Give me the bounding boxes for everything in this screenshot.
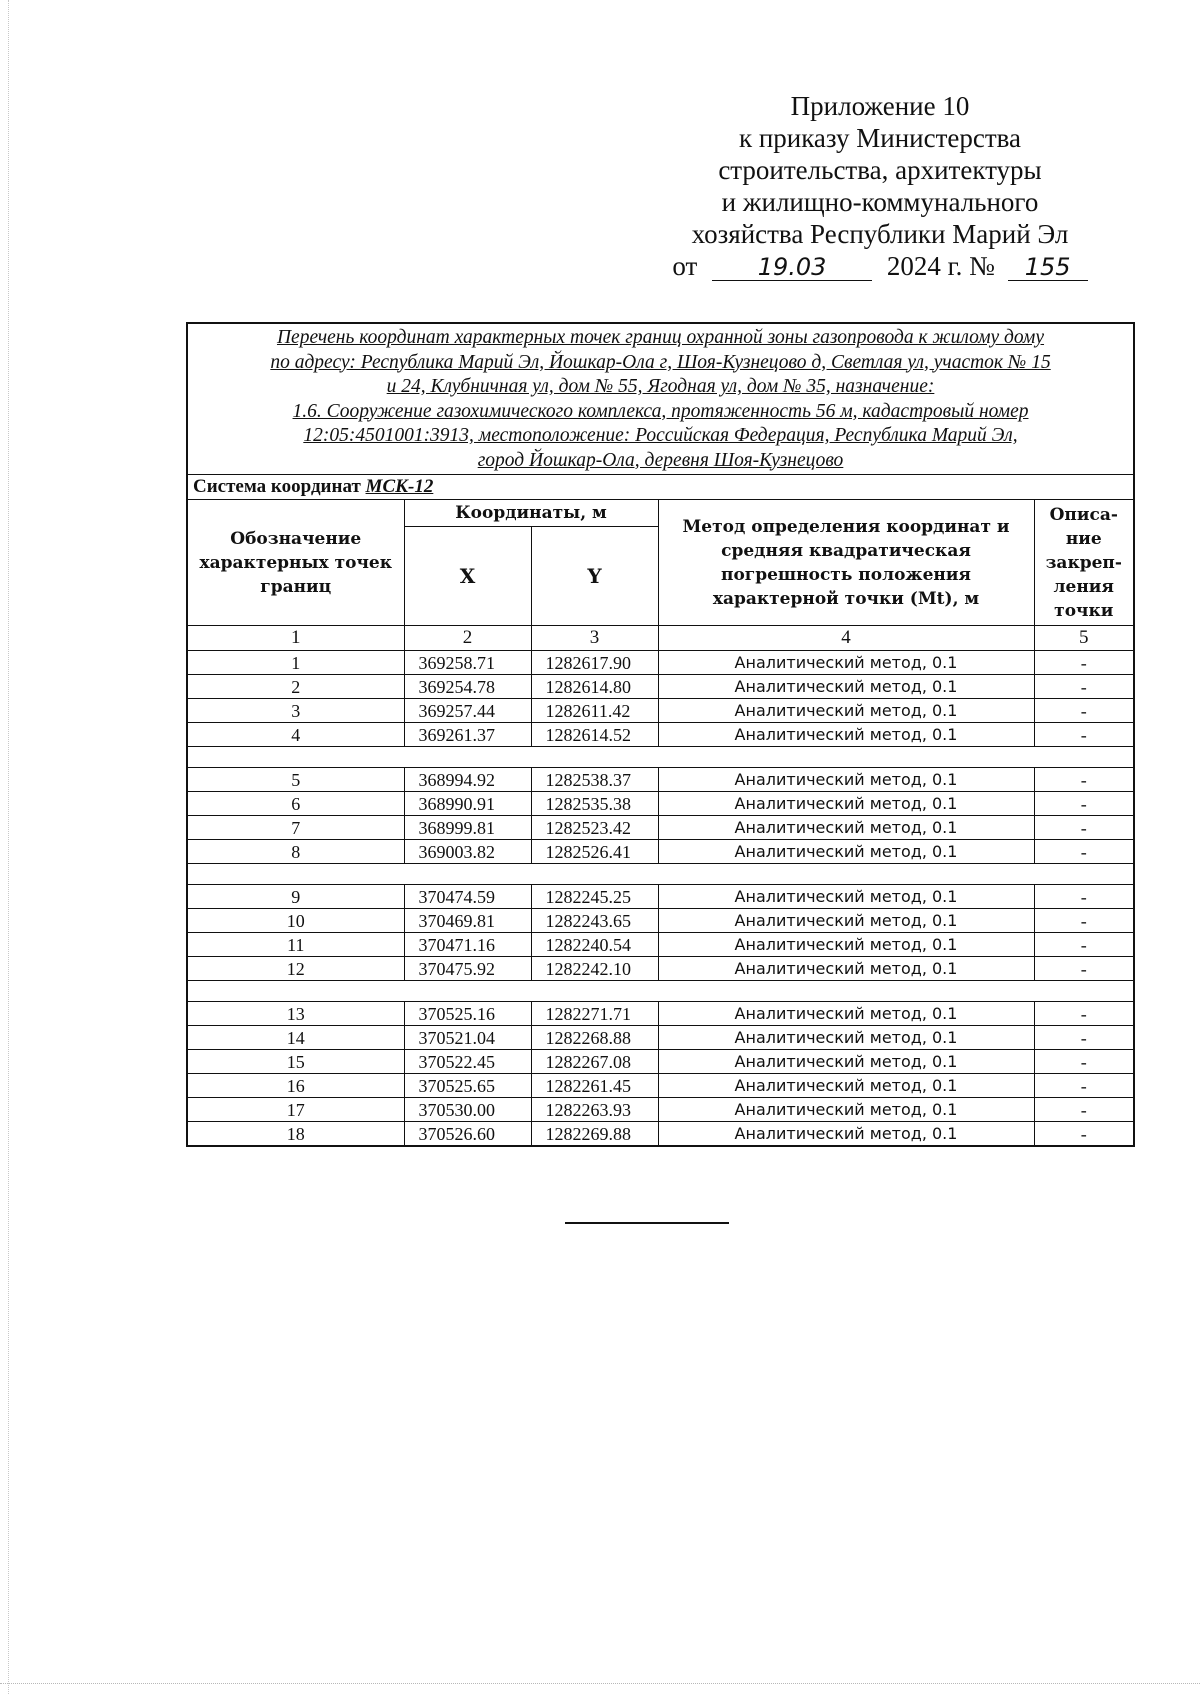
header-line-ministry-3: хозяйства Республики Марий Эл <box>691 219 1069 249</box>
fixing-description: - <box>1034 933 1134 957</box>
method: Аналитический метод, 0.1 <box>658 957 1034 981</box>
fixing-description: - <box>1034 957 1134 981</box>
point-number: 1 <box>187 651 404 675</box>
coordinate-system <box>187 475 1134 500</box>
point-number: 4 <box>187 723 404 747</box>
point-number: 9 <box>187 885 404 909</box>
table-row <box>187 1074 1134 1098</box>
coord-y: 1282240.54 <box>531 933 658 957</box>
table-row <box>187 651 1134 675</box>
header-designation: Обозначение характерных точек границ <box>187 500 404 626</box>
point-number: 7 <box>187 816 404 840</box>
coord-x: 370530.00 <box>404 1098 531 1122</box>
point-number: 11 <box>187 933 404 957</box>
group-separator <box>187 981 1134 1002</box>
coordinate-system-label: Система координат <box>193 476 361 497</box>
table-row <box>187 885 1134 909</box>
coordinates-table <box>186 322 1135 1147</box>
coord-y: 1282614.80 <box>531 675 658 699</box>
fixing-description: - <box>1034 768 1134 792</box>
point-number: 2 <box>187 675 404 699</box>
header-line-ministry-2: и жилищно-коммунального <box>721 187 1039 217</box>
method: Аналитический метод, 0.1 <box>658 885 1034 909</box>
fixing-description: - <box>1034 1026 1134 1050</box>
column-number: 3 <box>531 626 658 651</box>
method: Аналитический метод, 0.1 <box>658 1122 1034 1147</box>
fixing-description: - <box>1034 1098 1134 1122</box>
point-number: 3 <box>187 699 404 723</box>
coordinate-system-value: МСК-12 <box>365 476 434 497</box>
coord-x: 369003.82 <box>404 840 531 864</box>
header-description: Описа-ние закреп-ления точки <box>1034 500 1134 626</box>
coord-x: 368999.81 <box>404 816 531 840</box>
table-title-line: 12:05:4501001:3913, местоположение: Российская Федерация, Республика Марий Эл, <box>303 425 1018 446</box>
group-separator-row <box>187 981 1134 1002</box>
method: Аналитический метод, 0.1 <box>658 1074 1034 1098</box>
coord-x: 370475.92 <box>404 957 531 981</box>
method: Аналитический метод, 0.1 <box>658 909 1034 933</box>
header-line-ministry-1: строительства, архитектуры <box>718 155 1042 185</box>
year-and-number-label: 2024 г. № <box>886 251 995 281</box>
coord-y: 1282614.52 <box>531 723 658 747</box>
date-prefix: от <box>672 251 698 281</box>
coord-y: 1282523.42 <box>531 816 658 840</box>
method: Аналитический метод, 0.1 <box>658 675 1034 699</box>
coord-y: 1282538.37 <box>531 768 658 792</box>
coord-x: 368994.92 <box>404 768 531 792</box>
coord-y: 1282245.25 <box>531 885 658 909</box>
table-row <box>187 768 1134 792</box>
point-number: 8 <box>187 840 404 864</box>
fixing-description: - <box>1034 723 1134 747</box>
fixing-description: - <box>1034 1050 1134 1074</box>
coord-x: 370525.16 <box>404 1002 531 1026</box>
method: Аналитический метод, 0.1 <box>658 816 1034 840</box>
column-number: 5 <box>1034 626 1134 651</box>
coord-x: 370471.16 <box>404 933 531 957</box>
table-row <box>187 1098 1134 1122</box>
coord-x: 369254.78 <box>404 675 531 699</box>
point-number: 18 <box>187 1122 404 1147</box>
fixing-description: - <box>1034 1122 1134 1147</box>
group-separator-row <box>187 864 1134 885</box>
header-y: Y <box>531 527 658 626</box>
table-row <box>187 1050 1134 1074</box>
method: Аналитический метод, 0.1 <box>658 933 1034 957</box>
fixing-description: - <box>1034 816 1134 840</box>
coord-y: 1282261.45 <box>531 1074 658 1098</box>
fixing-description: - <box>1034 840 1134 864</box>
fixing-description: - <box>1034 909 1134 933</box>
header-line-appendix: Приложение 10 <box>790 91 970 121</box>
handwritten-date: 19.03 <box>712 254 872 281</box>
fixing-description: - <box>1034 699 1134 723</box>
group-separator <box>187 747 1134 768</box>
fixing-description: - <box>1034 885 1134 909</box>
coord-x: 370474.59 <box>404 885 531 909</box>
table-title-line: по адресу: Республика Марий Эл, Йошкар-Ола г, Шоя-Кузнецово д, Светлая ул, участок № 15 <box>270 351 1051 373</box>
coord-x: 370521.04 <box>404 1026 531 1050</box>
table-row <box>187 675 1134 699</box>
point-number: 13 <box>187 1002 404 1026</box>
coord-x: 370525.65 <box>404 1074 531 1098</box>
fixing-description: - <box>1034 1002 1134 1026</box>
method: Аналитический метод, 0.1 <box>658 723 1034 747</box>
table-row <box>187 840 1134 864</box>
coord-x: 369261.37 <box>404 723 531 747</box>
point-number: 5 <box>187 768 404 792</box>
coord-y: 1282271.71 <box>531 1002 658 1026</box>
scan-left-edge <box>8 0 9 1694</box>
group-separator-row <box>187 747 1134 768</box>
table-title-line: город Йошкар-Ола, деревня Шоя-Кузнецово <box>477 449 844 471</box>
coord-x: 369258.71 <box>404 651 531 675</box>
point-number: 10 <box>187 909 404 933</box>
table-row <box>187 699 1134 723</box>
column-number: 1 <box>187 626 404 651</box>
coord-y: 1282268.88 <box>531 1026 658 1050</box>
coord-x: 370469.81 <box>404 909 531 933</box>
method: Аналитический метод, 0.1 <box>658 651 1034 675</box>
coord-y: 1282263.93 <box>531 1098 658 1122</box>
coord-y: 1282243.65 <box>531 909 658 933</box>
fixing-description: - <box>1034 651 1134 675</box>
coord-x: 370522.45 <box>404 1050 531 1074</box>
table-row <box>187 933 1134 957</box>
table-row <box>187 1122 1134 1147</box>
coordinate-system-row <box>187 475 1134 500</box>
group-separator <box>187 864 1134 885</box>
table-row <box>187 909 1134 933</box>
fixing-description: - <box>1034 792 1134 816</box>
method: Аналитический метод, 0.1 <box>658 1002 1034 1026</box>
end-of-document-line <box>565 1222 729 1224</box>
coord-y: 1282526.41 <box>531 840 658 864</box>
method: Аналитический метод, 0.1 <box>658 792 1034 816</box>
table-row <box>187 792 1134 816</box>
point-number: 14 <box>187 1026 404 1050</box>
header-coordinates: Координаты, м <box>404 500 658 527</box>
order-date-line <box>640 250 1120 282</box>
header-x: X <box>404 527 531 626</box>
header-method: Метод определения координат и средняя квадратическая погрешность положения характерной точки (Mt), м <box>658 500 1034 626</box>
point-number: 12 <box>187 957 404 981</box>
scan-bottom-edge <box>0 1683 1200 1684</box>
column-number: 2 <box>404 626 531 651</box>
table-row <box>187 957 1134 981</box>
table-row <box>187 723 1134 747</box>
method: Аналитический метод, 0.1 <box>658 840 1034 864</box>
header-line-order: к приказу Министерства <box>738 123 1022 153</box>
coord-x: 369257.44 <box>404 699 531 723</box>
point-number: 16 <box>187 1074 404 1098</box>
coord-x: 370526.60 <box>404 1122 531 1147</box>
method: Аналитический метод, 0.1 <box>658 1098 1034 1122</box>
coord-y: 1282242.10 <box>531 957 658 981</box>
coord-y: 1282267.08 <box>531 1050 658 1074</box>
fixing-description: - <box>1034 675 1134 699</box>
table-title-line: 1.6. Сооружение газохимического комплекса, протяженность 56 м, кадастровый номер <box>292 400 1029 422</box>
point-number: 17 <box>187 1098 404 1122</box>
column-number: 4 <box>658 626 1034 651</box>
table-title <box>187 323 1134 475</box>
header-row-1 <box>187 500 1134 527</box>
point-number: 15 <box>187 1050 404 1074</box>
method: Аналитический метод, 0.1 <box>658 699 1034 723</box>
appendix-header <box>640 90 1120 282</box>
coord-y: 1282611.42 <box>531 699 658 723</box>
method: Аналитический метод, 0.1 <box>658 1026 1034 1050</box>
table-title-line: Перечень координат характерных точек границ охранной зоны газопровода к жилому дому <box>276 327 1045 348</box>
coord-y: 1282617.90 <box>531 651 658 675</box>
table-title-row <box>187 323 1134 475</box>
table-row <box>187 1026 1134 1050</box>
table-row <box>187 1002 1134 1026</box>
coord-x: 368990.91 <box>404 792 531 816</box>
method: Аналитический метод, 0.1 <box>658 1050 1034 1074</box>
coord-y: 1282535.38 <box>531 792 658 816</box>
fixing-description: - <box>1034 1074 1134 1098</box>
table-row <box>187 816 1134 840</box>
coord-y: 1282269.88 <box>531 1122 658 1147</box>
table-title-line: и 24, Клубничная ул, дом № 55, Ягодная ул, дом № 35, назначение: <box>386 376 935 397</box>
method: Аналитический метод, 0.1 <box>658 768 1034 792</box>
handwritten-order-number: 155 <box>1008 254 1088 281</box>
point-number: 6 <box>187 792 404 816</box>
column-numbers-row <box>187 626 1134 651</box>
